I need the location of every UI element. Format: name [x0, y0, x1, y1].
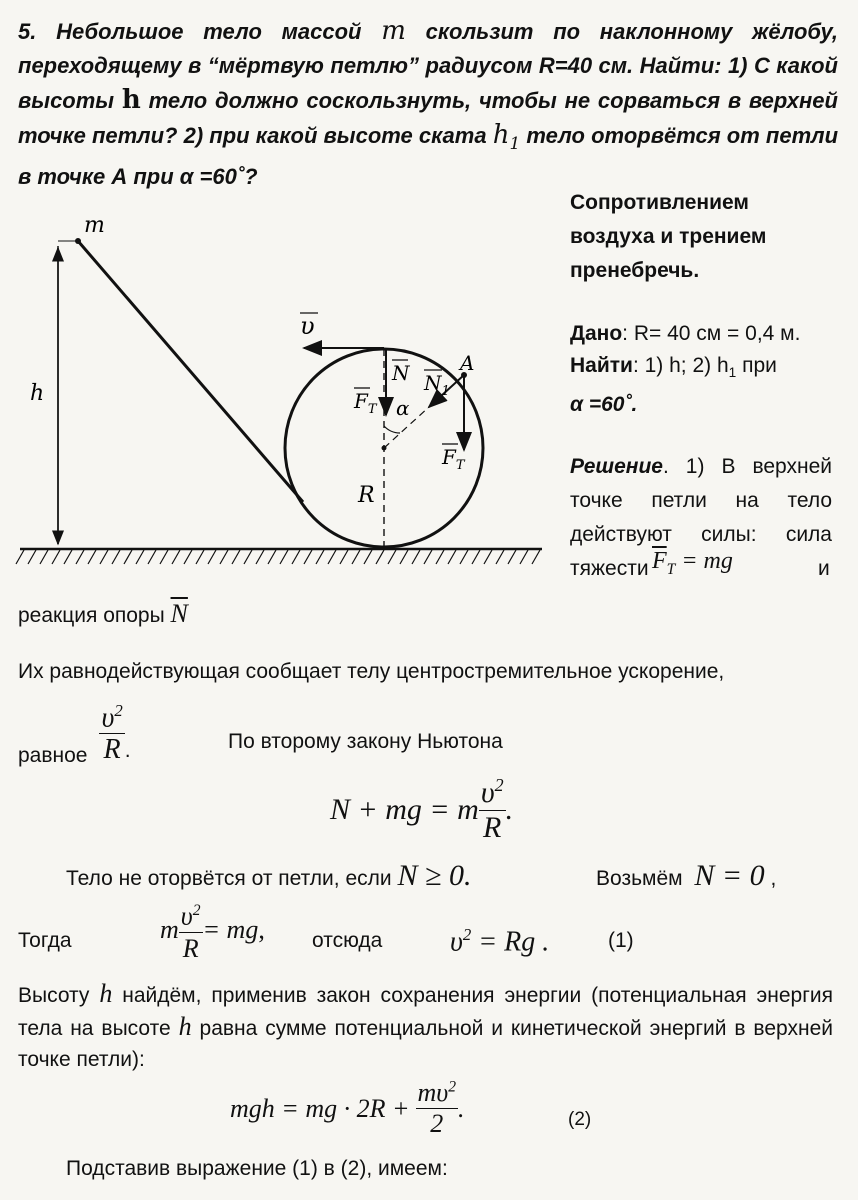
alpha-condition: α =60˚? — [179, 164, 258, 190]
given-block: Дано: R= 40 см = 0,4 м. Найти: 1) h; 2) $h_1$ при α =60˚. — [570, 318, 832, 421]
note-line-2: воздуха и трением — [570, 225, 767, 248]
label-v: υ — [300, 312, 315, 340]
problem-text-1: Небольшое тело массой — [56, 19, 362, 44]
ft-formula: $\overline{F}_T$ = mg — [652, 548, 733, 578]
take-eq: N = 0 — [694, 859, 765, 892]
ramp-line — [78, 241, 303, 502]
problem-statement — [18, 14, 838, 194]
ground-hatching — [16, 550, 540, 564]
label-N1: $N_1$ — [424, 371, 450, 399]
find-label: Найти — [570, 354, 633, 377]
and-word: и — [818, 557, 830, 580]
take-line: Возьмём N = 0 , — [596, 859, 777, 892]
paragraph-centripetal: Их равнодействующая сообщает телу центростремительное ускорение, — [18, 660, 725, 683]
substitute-line: Подставив выражение (1) в (2), имеем: — [66, 1157, 448, 1180]
condition-line: Тело не оторвётся от петли, если N ≥ 0. — [66, 859, 472, 892]
note-block — [570, 186, 832, 288]
label-Ft: $F_T$ — [354, 389, 377, 417]
label-h: h — [30, 381, 45, 406]
label-m: m — [84, 213, 105, 238]
eq-number-2: (2) — [568, 1109, 592, 1130]
dano-label: Дано — [570, 322, 623, 345]
then-line: Тогда m $\frac{\upsilon^2}{R}$ = mg , отсюда $\upsilon^2 = Rg$ . (1) — [18, 895, 838, 975]
alpha-line: α =60˚. — [570, 393, 638, 417]
condition-eq: N ≥ 0. — [397, 859, 472, 892]
alpha-arc — [384, 426, 400, 433]
loop-diagram — [14, 200, 559, 575]
equal-line: равное $\frac{\upsilon^2}{R}$ . — [18, 690, 131, 770]
energy-paragraph: Высоту h найдём, применив закон сохранения энергии (потенциальная энергия тела на высоте h равна сумме потенциальной и кинетической энергий в верхней точке петли): — [18, 979, 833, 1071]
problem-number: 5. — [18, 19, 37, 44]
label-alpha: α — [396, 396, 410, 420]
label-Ft2: $F_T$ — [442, 445, 465, 473]
note-line-1: Сопротивлением — [570, 191, 749, 214]
find-sub: 1 — [728, 365, 737, 381]
label-N: N — [392, 361, 410, 385]
label-A: A — [460, 351, 475, 375]
find-value: : 1) h; 2) h — [632, 354, 729, 377]
var-h1: $h_1$ — [492, 120, 521, 154]
var-h: h — [121, 85, 141, 115]
solution-intro-text: . 1) В верхней точке петли на тело действуют силы: сила тяжести — [570, 455, 832, 580]
newton-equation: N + mg = m $\frac{\upsilon^2}{R}$ . — [330, 775, 514, 844]
problem-text-4: тело оторвётся от петли в точке А при — [18, 123, 839, 190]
var-m: m — [381, 16, 406, 46]
reaction-symbol: $\overline{N}$ — [170, 599, 188, 628]
reaction-line: реакция опоры $\overline{N}$ — [18, 599, 188, 628]
newton-text: По второму закону Ньютона — [228, 730, 503, 753]
problem-text-3: тело должно соскользнуть, чтобы не сорваться в верхней точке петли? 2) при какой высоте ската — [18, 88, 838, 148]
label-R: R — [358, 483, 375, 508]
dano-value: : R= 40 см = 0,4 м. — [622, 322, 801, 345]
problem-text-2: скользит по наклонному жёлобу, переходящему в “мёртвую петлю” радиусом R=40 см. Найти: 1) С какой высоты — [18, 19, 838, 113]
energy-equation: mgh = mg · 2R + $\frac{m\upsilon^2}{2}$ . — [230, 1078, 465, 1138]
note-line-3: пренебречь. — [570, 259, 700, 282]
solution-label: Решение — [570, 455, 663, 478]
